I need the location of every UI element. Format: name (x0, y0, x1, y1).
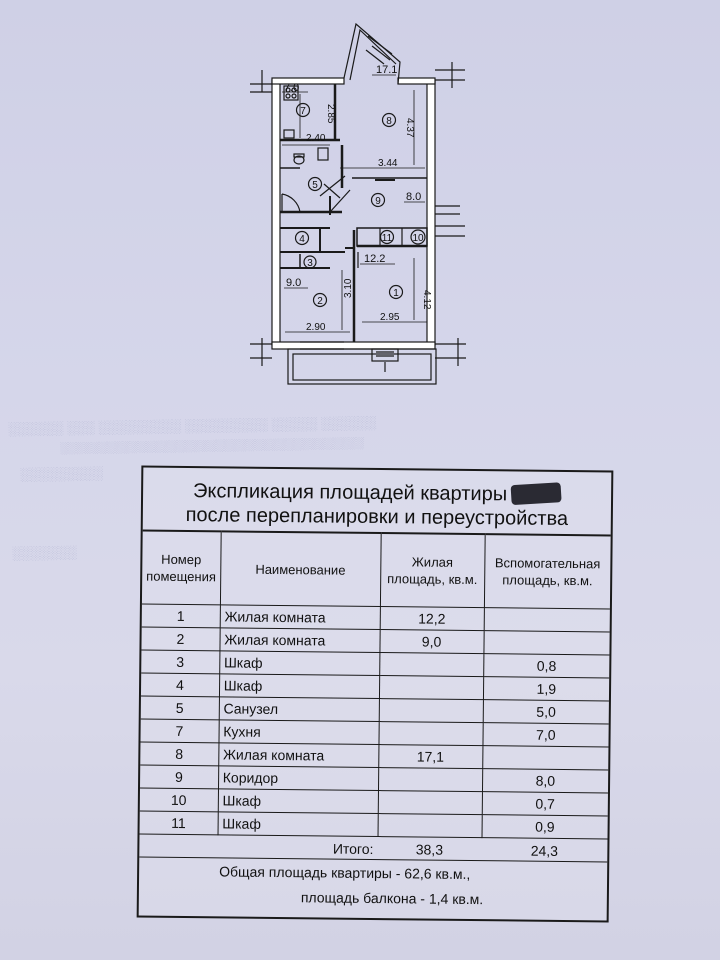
column-header: Наименование (220, 531, 381, 606)
room-name-cell: Жилая комната (220, 605, 380, 630)
room-number: 4 (299, 234, 305, 245)
floor-plan (0, 0, 720, 400)
total-living-area: 38,3 (377, 837, 481, 863)
outer-wall-top-right (398, 78, 435, 84)
table-header-row (142, 531, 611, 609)
aux-area-cell (483, 631, 609, 655)
dim-label: 2.85 (325, 104, 336, 124)
room-name-cell: Шкаф (218, 812, 378, 837)
dim-label: 8.0 (406, 191, 422, 203)
room-name-cell: Шкаф (218, 789, 378, 814)
bleed-through-text: ░░░░░░░░░░░░░░░░░░░░░░░░░░░░░░░░░░░░░░░ (59, 437, 365, 455)
aux-area-cell: 1,9 (483, 677, 609, 701)
room-number: 10 (412, 233, 424, 244)
aux-area-cell: 0,7 (482, 792, 608, 816)
outer-wall-bottom (272, 342, 435, 349)
living-area-cell (379, 676, 483, 700)
balcony-area: площадь балкона - 1,4 кв.м. (300, 889, 484, 908)
sink-icon (284, 130, 294, 138)
room-number: 5 (312, 180, 318, 191)
aux-area-cell (484, 608, 610, 632)
dim-label: 3.44 (378, 158, 398, 169)
room-number-cell: 3 (141, 650, 219, 674)
dim-label: 2.90 (306, 322, 326, 333)
room-name-cell: Санузел (219, 697, 379, 722)
dim-label: 4.12 (421, 290, 432, 310)
room-number: 2 (317, 296, 323, 307)
room-number: 1 (393, 288, 399, 299)
room-number-cell: 4 (141, 673, 219, 697)
total-apartment-area: Общая площадь квартиры - 62,6 кв.м., (219, 863, 471, 883)
room-number: 11 (381, 233, 393, 244)
living-area-cell: 17,1 (378, 745, 482, 769)
aux-area-cell: 5,0 (483, 700, 609, 724)
room-name-cell: Жилая комната (220, 628, 380, 653)
dim-label: 17.1 (376, 64, 398, 76)
room-number: 8 (386, 116, 392, 127)
dim-label: 2.40 (306, 133, 326, 144)
living-area-cell: 9,0 (380, 630, 484, 654)
room-number: 9 (375, 196, 381, 207)
aux-area-cell: 7,0 (482, 723, 608, 747)
room-name-cell: Жилая комната (218, 743, 378, 768)
aux-area-cell (482, 746, 608, 770)
living-area-cell (379, 722, 483, 746)
room-number-cell: 11 (140, 811, 218, 835)
living-area-cell: 12,2 (380, 607, 484, 631)
living-area-cell (378, 768, 482, 792)
redaction-mark (511, 482, 562, 505)
explication-table-frame (137, 466, 614, 923)
total-label: Итого: (217, 835, 377, 861)
aux-area-cell: 0,9 (482, 815, 608, 839)
explication-table (139, 530, 610, 864)
living-area-cell (379, 699, 483, 723)
dim-label: 9.0 (286, 277, 302, 289)
document-title-line2: после перепланировки и переустройства (185, 504, 569, 531)
room-number-cell: 8 (140, 742, 218, 766)
room-name-cell: Кухня (219, 720, 379, 745)
dim-label: 4.37 (404, 118, 415, 138)
room-name-cell: Шкаф (219, 674, 379, 699)
room-number-cell: 2 (141, 627, 219, 651)
living-area-cell (378, 814, 482, 838)
room-number-cell: 5 (141, 696, 219, 720)
room-number-cell: 9 (140, 765, 218, 789)
dim-label: 12.2 (364, 253, 386, 265)
room-name-cell: Коридор (218, 766, 378, 791)
outer-wall-top (272, 78, 344, 84)
room-number-cell: 1 (142, 604, 220, 628)
dim-label: 2.95 (380, 312, 400, 323)
living-area-cell (379, 653, 483, 677)
bleed-through-text: ░░░░░░░░░ (19, 465, 104, 482)
room-number-cell: 7 (140, 719, 218, 743)
living-area-cell (378, 791, 482, 815)
outer-wall-left (272, 80, 280, 345)
document-title-line1: Экспликация площадей квартиры (143, 479, 611, 509)
bleed-through-text: ░░░░░░ ░░░ ░░░░░░░░░ ░░░░░░░░░ ░░░░░ ░░░░░░ (7, 414, 377, 437)
bleed-through-text: ░░░░░░░ (11, 544, 77, 561)
room-number: 3 (307, 258, 313, 269)
room-number: 7 (300, 106, 306, 117)
total-aux-area: 24,3 (481, 838, 607, 864)
aux-area-cell: 0,8 (483, 654, 609, 678)
column-header: Жилая площадь, кв.м. (380, 533, 485, 608)
room-number-cell: 10 (140, 788, 218, 812)
dim-label: 3.10 (343, 278, 354, 298)
aux-area-cell: 8,0 (482, 769, 608, 793)
room-name-cell: Шкаф (219, 651, 379, 676)
column-header: Номер помещения (142, 531, 221, 605)
dim-label: 7.0 (284, 82, 300, 94)
column-header: Вспомогательная площадь, кв.м. (484, 534, 611, 609)
